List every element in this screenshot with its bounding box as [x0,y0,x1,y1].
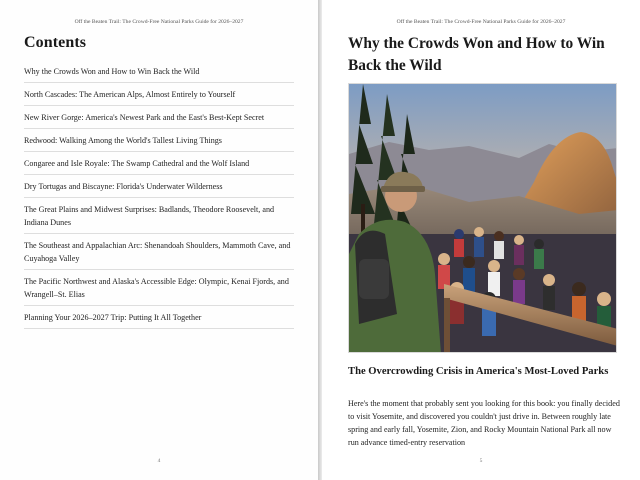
page-number-left: 4 [157,458,161,464]
toc-entry[interactable]: Redwood: Walking Among the World's Tallest Living Things [24,129,294,152]
railing-post [444,298,450,353]
chapter-photo [348,83,617,353]
toc-entry[interactable]: Planning Your 2026–2027 Trip: Putting It All Together [24,306,294,329]
page-number-right: 5 [479,458,483,464]
toc-entry[interactable]: Congaree and Isle Royale: The Swamp Cathedral and the Wolf Island [24,152,294,175]
toc-entry[interactable]: The Great Plains and Midwest Surprises: Badlands, Theodore Roosevelt, and Indiana Dunes [24,198,294,234]
toc-entry[interactable]: Why the Crowds Won and How to Win Back the Wild [24,60,294,83]
left-page [0,0,318,480]
toc-entry[interactable]: Dry Tortugas and Biscayne: Florida's Underwater Wilderness [24,175,294,198]
chapter-title: Why the Crowds Won and How to Win Back the Wild [348,35,605,74]
crowded-overlook-illustration [349,84,617,353]
running-head-left: Off the Beaten Trail: The Crowd-Free National Parks Guide for 2026–2027 [74,19,244,25]
running-head-right: Off the Beaten Trail: The Crowd-Free National Parks Guide for 2026–2027 [396,19,566,25]
body-paragraph: Here's the moment that probably sent you looking for this book: you finally decided to visit Yosemite, and discovered you couldn't just drive in. Between roughly late spring and early fall, Yosemite, Zion, and Rocky Mountain National Park all now run advance timed-entry reservation [348,399,620,447]
table-of-contents [24,60,294,329]
toc-entry[interactable]: New River Gorge: America's Newest Park and the East's Best-Kept Secret [24,106,294,129]
toc-entry[interactable]: The Southeast and Appalachian Arc: Shenandoah Shoulders, Mammoth Cave, and Cuyahoga Valley [24,234,294,270]
toc-entry[interactable]: The Pacific Northwest and Alaska's Accessible Edge: Olympic, Kenai Fjords, and Wrangell–St. Elias [24,270,294,306]
contents-heading: Contents [24,34,87,51]
toc-entry[interactable]: North Cascades: The American Alps, Almost Entirely to Yourself [24,83,294,106]
section-heading: The Overcrowding Crisis in America's Most-Loved Parks [348,366,609,377]
